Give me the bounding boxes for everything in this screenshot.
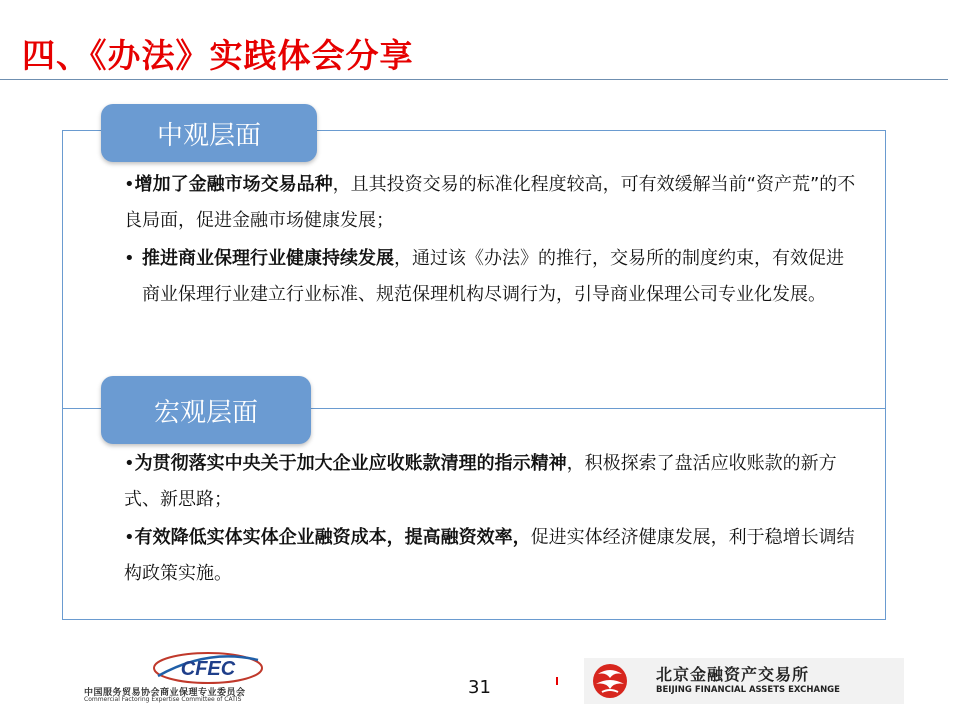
bullet: • <box>124 174 135 195</box>
meso-item-1-text: ，且其投资交易的标准化程度较高，可有效缓解当前“资产荒”的不良局面，促进金融市场健康发展； <box>124 174 856 231</box>
macro-item-1 <box>124 446 864 518</box>
section-tag-meso: 中观层面 <box>101 104 317 162</box>
meso-item-2 <box>124 241 852 313</box>
meso-item-2-text: ，通过该《办法》的推行，交易所的制度约束，有效促进商业保理行业建立行业标准、规范保理机构尽调行为，引导商业保理公司专业化发展。 <box>142 248 844 305</box>
cfec-logo-text: CFEC <box>180 658 236 680</box>
meso-item-1 <box>124 167 864 239</box>
macro-item-1-text: ，积极探索了盘活应收账款的新方式、新思路； <box>124 453 837 510</box>
slide-title: 四、《办法》实践体会分享 <box>22 36 414 75</box>
bfae-logo-icon <box>588 662 632 700</box>
meso-item-2-bold: 推进商业保理行业健康持续发展 <box>142 248 394 269</box>
divider-mark <box>556 677 558 685</box>
macro-item-2 <box>124 520 864 592</box>
bfae-name-cn: 北京金融资产交易所 <box>656 665 810 684</box>
bullet: • <box>124 527 135 548</box>
cfec-logo-block <box>80 650 360 703</box>
cfec-logo-icon <box>152 650 264 686</box>
page-number: 31 <box>468 677 491 698</box>
cfec-name-en: Commercial Factoring Expertise Committee of CATIS <box>84 696 242 703</box>
bfae-name-en: BEIJING FINANCIAL ASSETS EXCHANGE <box>656 685 840 695</box>
macro-item-2-text: 促进实体经济健康发展，利于稳增长调结构政策实施。 <box>124 527 855 584</box>
section-tag-macro: 宏观层面 <box>101 376 311 444</box>
cfec-name-cn: 中国服务贸易协会商业保理专业委员会 <box>84 688 246 698</box>
macro-item-2-bold: 有效降低实体实体企业融资成本，提高融资效率， <box>134 527 531 548</box>
bullet: • <box>124 453 135 474</box>
title-divider <box>0 79 948 80</box>
bfae-logo-block <box>584 658 904 704</box>
macro-item-1-bold: 为贯彻落实中央关于加大企业应收账款清理的指示精神 <box>134 453 567 474</box>
bullet: • <box>124 248 135 269</box>
meso-item-1-bold: 增加了金融市场交易品种 <box>134 174 333 195</box>
